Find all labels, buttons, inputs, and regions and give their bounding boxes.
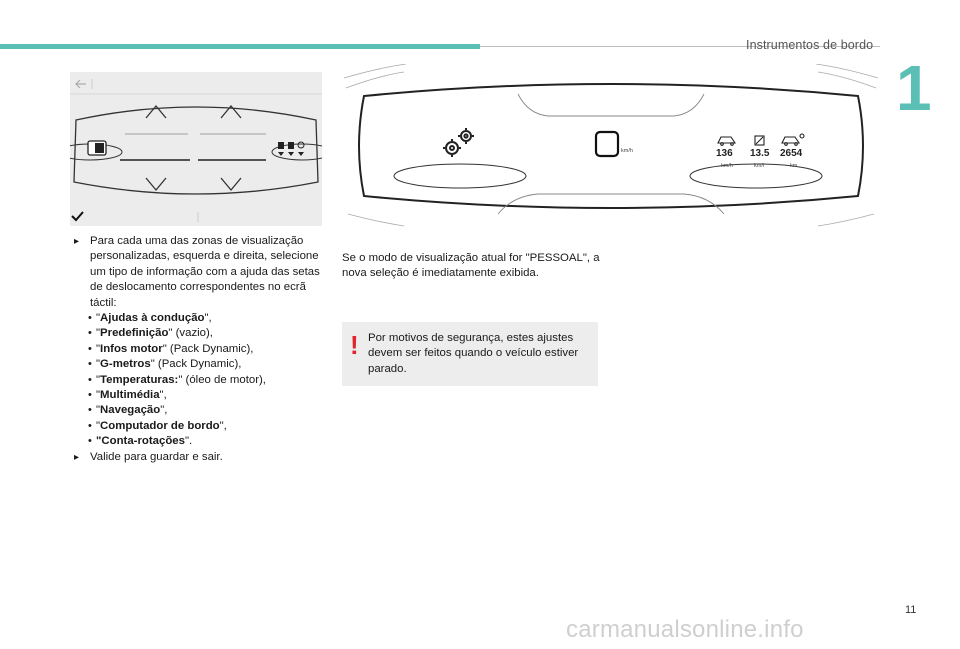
speed-unit: km/h: [621, 148, 633, 154]
option-label: Infos motor: [100, 342, 163, 355]
readout-value-2: 13.5: [750, 148, 770, 159]
chapter-number: 1: [896, 52, 932, 124]
safety-warning-text: Por motivos de segurança, estes ajustes devem ser feitos quando o veículo estiver parado.: [368, 332, 579, 375]
cluster-drawing: [338, 64, 884, 229]
safety-warning-box: [342, 322, 598, 386]
bullet-icon: •: [88, 373, 92, 386]
option-suffix: ",: [219, 419, 227, 432]
option-label: G-metros: [100, 358, 151, 371]
option-prefix: ": [96, 373, 101, 386]
instruction-intro: ▸ Para cada uma das zonas de visualização personalizadas, esquerda e direita, selecione um tipo de informação com a ajuda das setas de deslocamento correspondentes no ecrã táctil:: [74, 235, 320, 309]
touchscreen-illustration: [70, 72, 322, 226]
option-suffix: ".: [184, 435, 193, 448]
option-prefix: ": [96, 342, 101, 355]
step-arrow-icon: ▸: [74, 236, 80, 247]
option-suffix: " (óleo de motor),: [178, 373, 266, 386]
option-prefix: ": [96, 419, 101, 432]
option-suffix: " (Pack Dynamic),: [162, 342, 254, 355]
readout-value-1: 136: [716, 148, 733, 159]
option-item: [74, 326, 334, 341]
option-label: Predefinição: [100, 327, 169, 340]
readout-unit-1: km/h: [721, 163, 733, 169]
bullet-icon: •: [88, 358, 92, 371]
option-item: [74, 357, 334, 372]
option-label: Navegação: [100, 404, 161, 417]
bullet-icon: •: [88, 389, 92, 402]
option-prefix: ": [96, 312, 101, 325]
option-suffix: " (vazio),: [168, 327, 213, 340]
watermark: carmanualsonline.info: [566, 616, 804, 643]
bullet-icon: •: [88, 312, 92, 325]
instruction-final: ▸ Valide para guardar e sair.: [74, 450, 334, 465]
mode-paragraph: Se o modo de visualização atual for "PESSOAL", a nova seleção é imediatamente exibida.: [342, 252, 600, 280]
option-label: Temperaturas:: [100, 373, 179, 386]
readout-unit-2: km/l: [754, 163, 765, 169]
option-item: [74, 373, 334, 388]
instrument-cluster-illustration: [338, 64, 884, 229]
option-item: [74, 311, 334, 326]
warning-exclamation-icon: !: [350, 330, 359, 360]
option-item: [74, 403, 334, 418]
right-zone-down-arrow-icon: [221, 178, 241, 190]
option-label: Ajudas à condução: [100, 312, 205, 325]
option-label: Multimédia: [100, 389, 160, 402]
readout-value-3: 2654: [780, 148, 803, 159]
option-suffix: " (Pack Dynamic),: [150, 358, 242, 371]
option-prefix: ": [96, 389, 101, 402]
option-suffix: ",: [159, 389, 167, 402]
bullet-icon: •: [88, 404, 92, 417]
option-item: [74, 388, 334, 403]
checkmark-icon: [72, 212, 83, 220]
option-item: [74, 342, 334, 357]
left-zone-down-arrow-icon: [146, 178, 166, 190]
option-prefix: ": [96, 404, 101, 417]
bullet-icon: •: [88, 327, 92, 340]
option-label: "Conta-rotações: [96, 435, 185, 448]
driving-aids-icon: [88, 141, 106, 155]
option-suffix: ",: [204, 312, 212, 325]
header-accent-bar: [0, 44, 480, 49]
bullet-icon: •: [88, 342, 92, 355]
option-item: [74, 434, 334, 449]
back-arrow-icon: [76, 80, 86, 88]
option-list: [74, 311, 334, 450]
bullet-icon: •: [88, 419, 92, 432]
instructions: [74, 234, 334, 465]
option-item: [74, 419, 334, 434]
page-number: 11: [905, 604, 917, 616]
section-title: Instrumentos de bordo: [746, 38, 874, 52]
option-suffix: ",: [160, 404, 168, 417]
readout-unit-3: km: [790, 163, 798, 169]
option-label: Computador de bordo: [100, 419, 220, 432]
option-prefix: ": [96, 358, 101, 371]
bullet-icon: •: [88, 435, 92, 448]
option-prefix: ": [96, 327, 101, 340]
step-arrow-icon: ▸: [74, 451, 80, 463]
touchscreen-drawing: [70, 72, 322, 226]
